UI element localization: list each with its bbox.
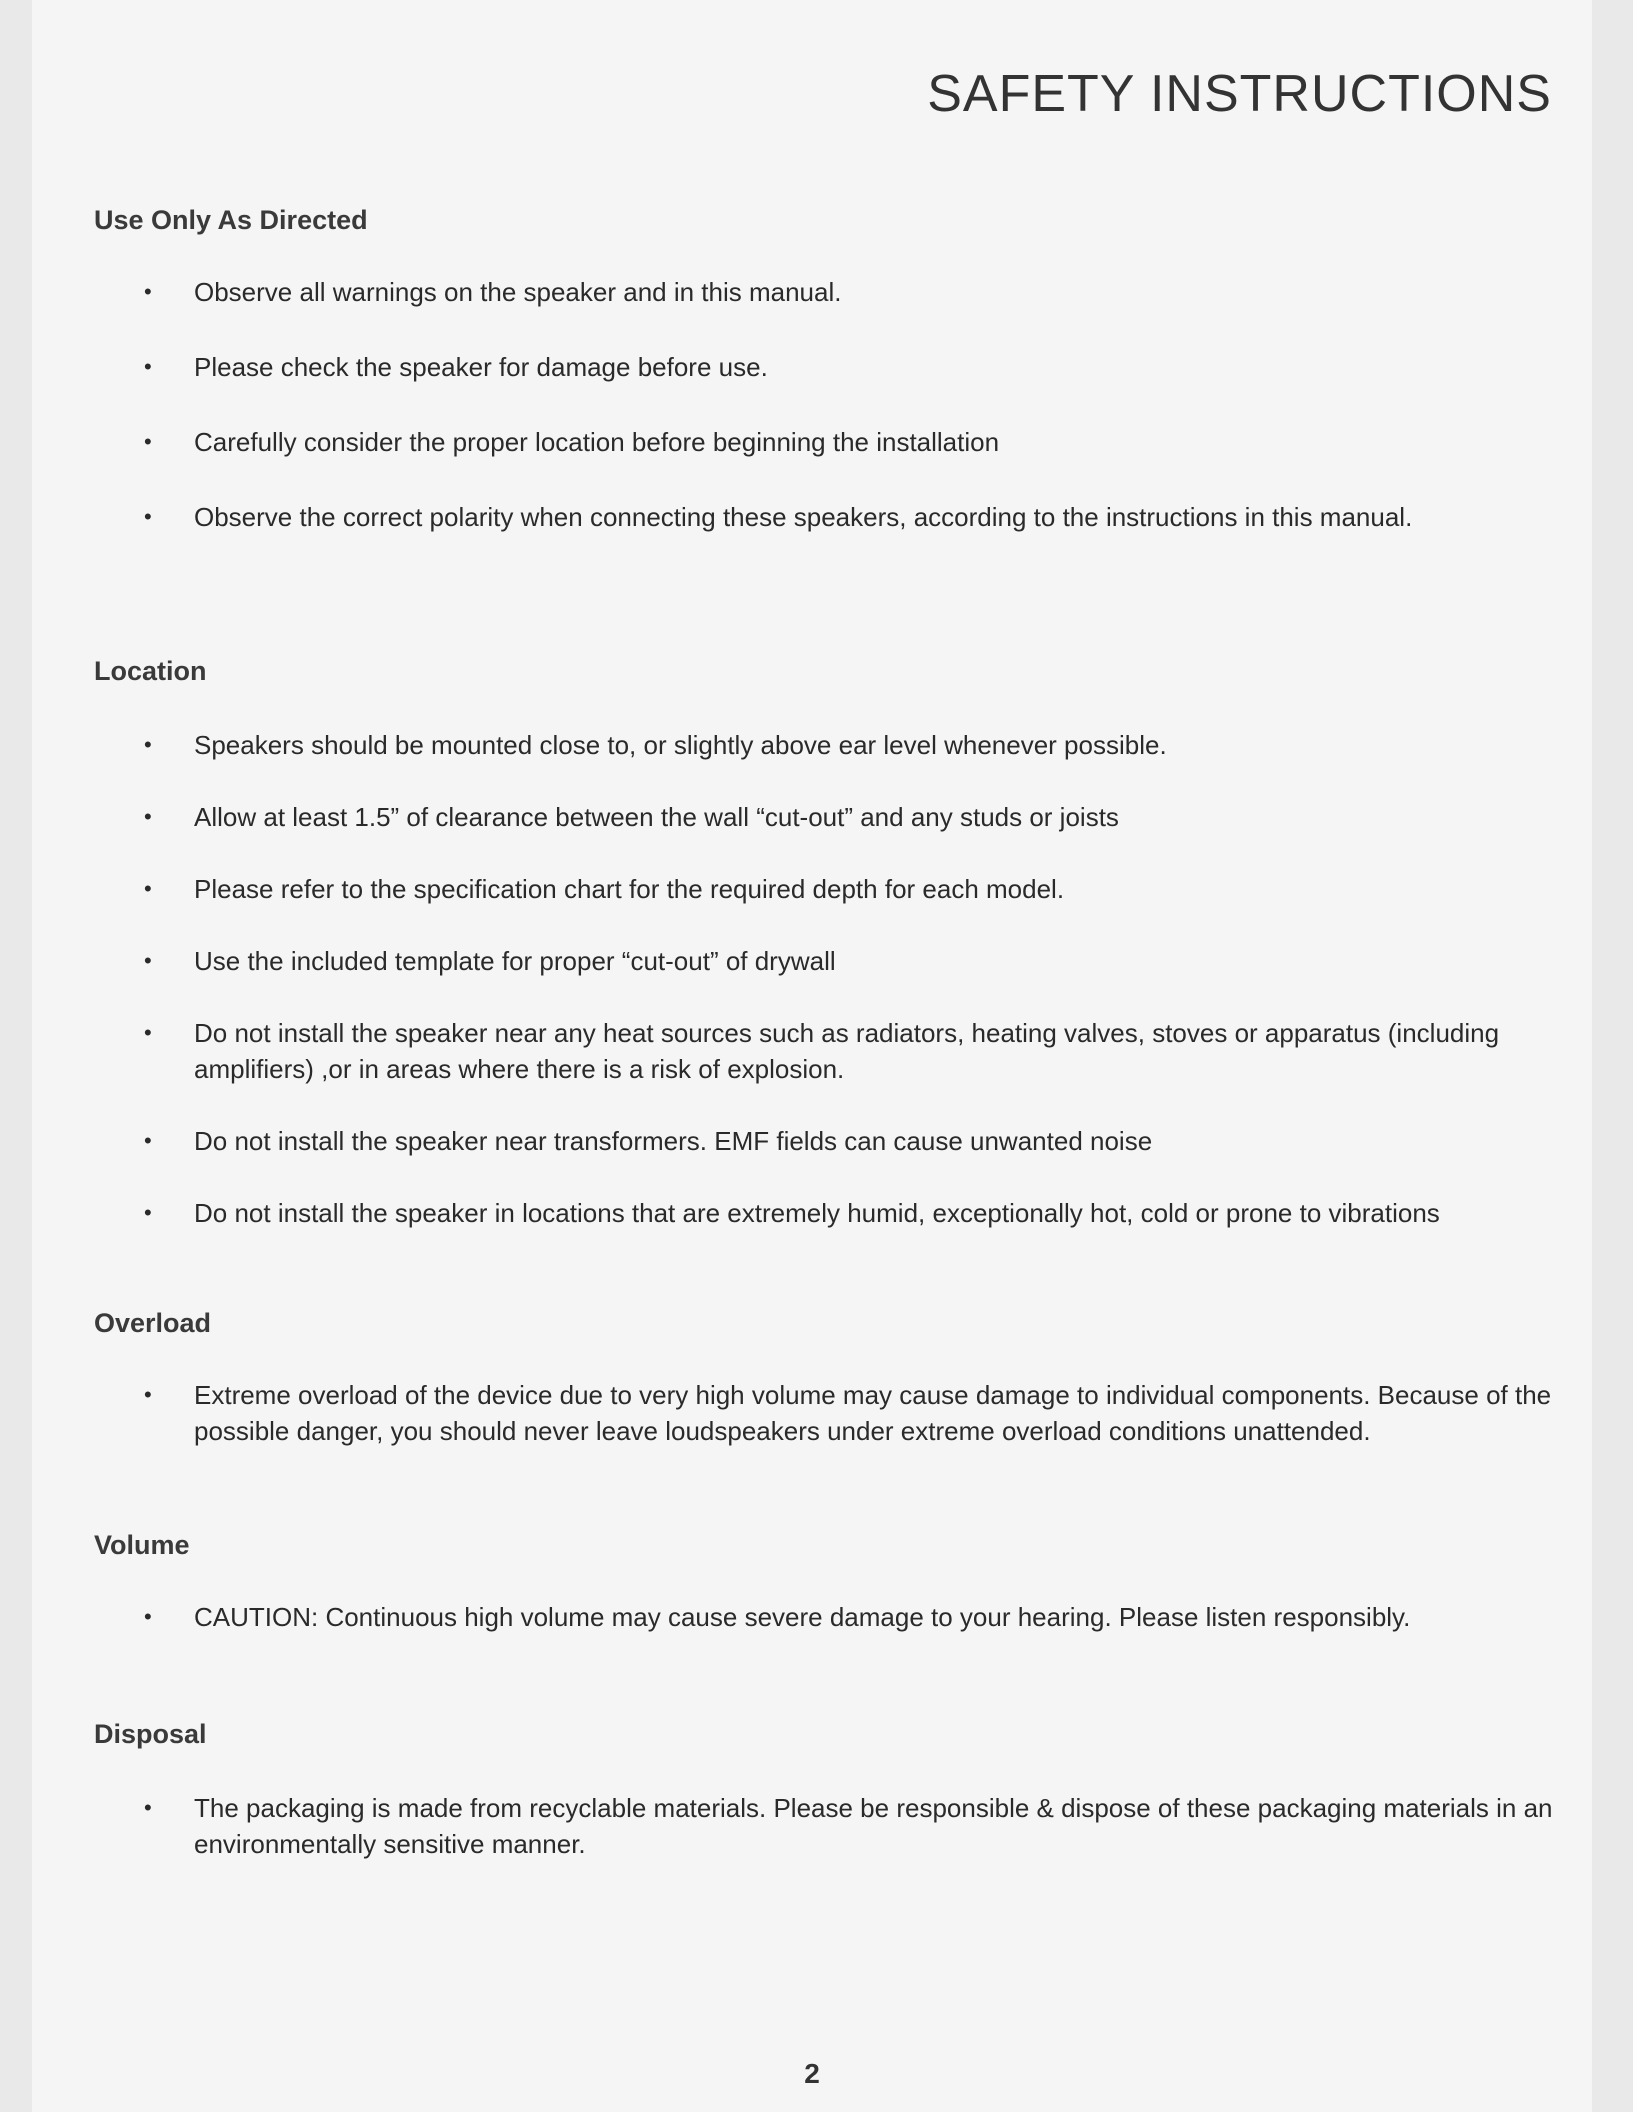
list-item-text: Use the included template for proper “cut-out” of drywall bbox=[194, 946, 836, 976]
list-item-text: Do not install the speaker near any heat sources such as radiators, heating valves, stoves or apparatus (including amplifiers) ,or in areas where there is a risk of explosion. bbox=[194, 1018, 1500, 1084]
section-volume bbox=[94, 1530, 1574, 1635]
list-item-text: Allow at least 1.5” of clearance between the wall “cut-out” and any studs or joists bbox=[194, 802, 1119, 832]
list-item bbox=[94, 1790, 1574, 1862]
section-location bbox=[94, 656, 1574, 1231]
list-item-text: Carefully consider the proper location before beginning the installation bbox=[194, 427, 1000, 457]
bullet-list bbox=[94, 1599, 1574, 1635]
bullet-list bbox=[94, 1790, 1574, 1862]
section-heading: Location bbox=[94, 656, 207, 686]
list-item bbox=[94, 274, 1574, 310]
list-item-text: Do not install the speaker near transformers. EMF fields can cause unwanted noise bbox=[194, 1126, 1153, 1156]
list-item bbox=[94, 499, 1574, 535]
list-item-text: Extreme overload of the device due to very high volume may cause damage to individual components. Because of the possible danger, you should never leave loudspeakers under extreme overload conditions unattended. bbox=[194, 1380, 1552, 1446]
list-item bbox=[94, 871, 1574, 907]
list-item bbox=[94, 727, 1574, 763]
list-item-text: The packaging is made from recyclable materials. Please be responsible & dispose of these packaging materials in an environmentally sensitive manner. bbox=[194, 1793, 1553, 1859]
list-item-text: Observe all warnings on the speaker and in this manual. bbox=[194, 277, 842, 307]
bullet-icon: • bbox=[144, 876, 152, 901]
section-heading: Use Only As Directed bbox=[94, 205, 368, 235]
section-use-only-as-directed bbox=[94, 205, 1574, 535]
bullet-icon: • bbox=[144, 279, 152, 304]
bullet-icon: • bbox=[144, 948, 152, 973]
document-page bbox=[32, 0, 1592, 2112]
bullet-icon: • bbox=[144, 504, 152, 529]
page-title: SAFETY INSTRUCTIONS bbox=[927, 65, 1552, 123]
page-number: 2 bbox=[804, 2058, 820, 2089]
bullet-icon: • bbox=[144, 1020, 152, 1045]
list-item bbox=[94, 349, 1574, 385]
bullet-icon: • bbox=[144, 1128, 152, 1153]
list-item bbox=[94, 1015, 1574, 1087]
list-item bbox=[94, 1123, 1574, 1159]
bullet-icon: • bbox=[144, 1795, 152, 1820]
list-item bbox=[94, 424, 1574, 460]
list-item-text: Do not install the speaker in locations that are extremely humid, exceptionally hot, cold or prone to vibrations bbox=[194, 1198, 1440, 1228]
list-item bbox=[94, 1377, 1574, 1449]
bullet-list bbox=[94, 727, 1574, 1231]
bullet-icon: • bbox=[144, 429, 152, 454]
list-item bbox=[94, 1599, 1574, 1635]
bullet-list bbox=[94, 274, 1574, 535]
section-heading: Disposal bbox=[94, 1719, 207, 1749]
list-item bbox=[94, 943, 1574, 979]
section-overload bbox=[94, 1308, 1574, 1449]
list-item-text: Observe the correct polarity when connecting these speakers, according to the instructions in this manual. bbox=[194, 502, 1413, 532]
section-heading: Overload bbox=[94, 1308, 212, 1338]
bullet-list bbox=[94, 1377, 1574, 1449]
section-disposal bbox=[94, 1719, 1574, 1862]
bullet-icon: • bbox=[144, 1200, 152, 1225]
list-item bbox=[94, 1195, 1574, 1231]
list-item-text: Please refer to the specification chart for the required depth for each model. bbox=[194, 874, 1065, 904]
bullet-icon: • bbox=[144, 732, 152, 757]
list-item bbox=[94, 799, 1574, 835]
list-item-text: Speakers should be mounted close to, or slightly above ear level whenever possible. bbox=[194, 730, 1167, 760]
bullet-icon: • bbox=[144, 354, 152, 379]
bullet-icon: • bbox=[144, 1382, 152, 1407]
section-heading: Volume bbox=[94, 1530, 190, 1560]
bullet-icon: • bbox=[144, 804, 152, 829]
bullet-icon: • bbox=[144, 1604, 152, 1629]
list-item-text: Please check the speaker for damage before use. bbox=[194, 352, 768, 382]
list-item-text: CAUTION: Continuous high volume may cause severe damage to your hearing. Please listen responsibly. bbox=[194, 1602, 1411, 1632]
